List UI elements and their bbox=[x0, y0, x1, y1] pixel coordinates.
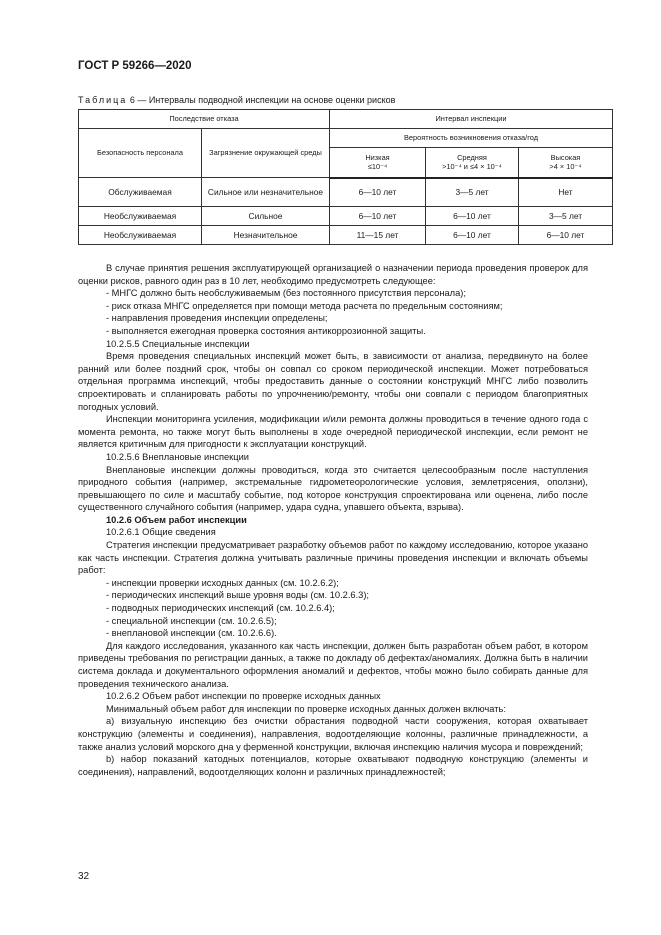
table-cell: 6—10 лет bbox=[519, 226, 613, 245]
table-caption-text: 6 — Интервалы подводной инспекции на основе оценки рисков bbox=[129, 95, 396, 105]
paragraph: В случае принятия решения эксплуатирующей организацией о назначении периода проведения проверок для оценки рисков, равного один раз в 10 лет, необходимо предусмотреть следующее: bbox=[78, 263, 588, 286]
list-item: - направления проведения инспекции определены; bbox=[106, 313, 328, 324]
header-medium bbox=[426, 148, 519, 178]
list-item: - риск отказа МНГС определяется при помощи метода расчета по предельным состояниям; bbox=[106, 300, 503, 311]
section-heading: 10.2.6 Объем работ инспекции bbox=[106, 514, 247, 525]
table-cell: Нет bbox=[519, 178, 613, 207]
section-heading: 10.2.5.5 Специальные инспекции bbox=[106, 338, 250, 349]
list-item: - подводных периодических инспекций (см. 10.2.6.4); bbox=[106, 603, 335, 614]
header-medium-range: >10⁻⁴ и ≤4 × 10⁻⁴ bbox=[442, 162, 502, 172]
paragraph: Внеплановые инспекции должны проводиться, когда это считается целесообразным после наступления природного события (например, экстремальные гидрометеорологические условия, землетрясения, оползни), превышающего по силе и масштабу событие, под которое конструкция спроектирована или оценена, либо после существенного случайного события (например, удара судна, упавшего объекта, взрыва). bbox=[78, 464, 588, 513]
header-interval: Интервал инспекции bbox=[330, 110, 613, 129]
table-row bbox=[79, 178, 613, 207]
paragraph: Для каждого исследования, указанного как часть инспекции, должен быть разработан объем работ, в котором приведены требования по регистрации данных, а также по докладу об дефектах/аномалиях. Должна быть в наличии система доклада и документального оформления аномалий и дефектов, чтобы можно было собирать данные для проведения технического анализа. bbox=[78, 640, 588, 689]
table-cell: 6—10 лет bbox=[426, 226, 519, 245]
header-medium-label: Средняя bbox=[457, 153, 487, 162]
table-row bbox=[79, 207, 613, 226]
section-heading: 10.2.5.6 Внеплановые инспекции bbox=[106, 451, 249, 462]
table-cell: Обслуживаемая bbox=[79, 178, 202, 207]
table-cell: 6—10 лет bbox=[426, 207, 519, 226]
page-number: 32 bbox=[78, 871, 90, 882]
list-item: - выполняется ежегодная проверка состояния антикоррозионной защиты. bbox=[106, 325, 426, 336]
header-personnel: Безопасность персонала bbox=[79, 129, 202, 178]
table-cell: Незначительное bbox=[202, 226, 330, 245]
header-consequence: Последствие отказа bbox=[79, 110, 330, 129]
table-cell: 3—5 лет bbox=[519, 207, 613, 226]
table-cell: Сильное или незначительное bbox=[202, 178, 330, 207]
paragraph: Инспекции мониторинга усиления, модификации и/или ремонта должны проводиться в течение одного года с момента ремонта, но также могут быть выполнены в ходе очередной периодической инспекции, если ремонт не является критичным для пригодности к эксплуатации конструкций. bbox=[78, 414, 588, 450]
list-item: - инспекции проверки исходных данных (см. 10.2.6.2); bbox=[106, 577, 339, 588]
table-cell: Необслуживаемая bbox=[79, 207, 202, 226]
header-high-label: Высокая bbox=[550, 153, 581, 162]
header-low bbox=[330, 148, 426, 178]
paragraph: Время проведения специальных инспекций может быть, в зависимости от анализа, передвинуто на более ранний или более поздний срок, чтобы он совпал со сроком периодической инспекции. Может потребоваться отдельная программа инспекций, чтобы предоставить данные о состоянии конструкций МНГС либо позволить спроектировать и спланировать работы по упрочнению/ремонту, чтобы они совпали с периодом благоприятных погодных условий. bbox=[78, 351, 588, 412]
table-cell: 11—15 лет bbox=[330, 226, 426, 245]
header-high-range: >4 × 10⁻⁴ bbox=[549, 162, 582, 172]
table-caption-prefix: Таблица bbox=[78, 95, 128, 105]
header-low-range: ≤10⁻⁴ bbox=[367, 162, 388, 172]
risk-interval-table bbox=[78, 109, 613, 245]
header-low-label: Низкая bbox=[365, 153, 390, 162]
table-cell: 6—10 лет bbox=[330, 178, 426, 207]
section-heading: 10.2.6.1 Общие сведения bbox=[106, 527, 216, 538]
paragraph: b) набор показаний катодных потенциалов, которые охватывают подводную конструкцию (элементы и соединения), направлений, водоотделяющих колонн и различных принадлежностей; bbox=[78, 754, 588, 777]
section-heading: 10.2.6.2 Объем работ инспекции по проверке исходных данных bbox=[106, 691, 381, 702]
paragraph: а) визуальную инспекцию без очистки обрастания подводной части сооружения, которая охватывает конструкцию (элементы и соединения), направления, водоотделяющие колонны, различные принадлежности, а также анализ условий морского дна у ферменной конструкции, включая инспекцию наличия мусора и повреждений; bbox=[78, 716, 588, 752]
table-cell: 6—10 лет bbox=[330, 207, 426, 226]
header-probability: Вероятность возникновения отказа/год bbox=[330, 129, 613, 148]
paragraph: Минимальный объем работ для инспекции по проверке исходных данных должен включать: bbox=[106, 703, 506, 714]
table-cell: Необслуживаемая bbox=[79, 226, 202, 245]
list-item: - специальной инспекции (см. 10.2.6.5); bbox=[106, 615, 277, 626]
table-cell: 3—5 лет bbox=[426, 178, 519, 207]
table-caption bbox=[78, 95, 395, 105]
table-cell: Сильное bbox=[202, 207, 330, 226]
document-code: ГОСТ Р 59266—2020 bbox=[78, 60, 192, 72]
paragraph: Стратегия инспекции предусматривает разработку объемов работ по каждому исследованию, которое указано как часть инспекции. Стратегия должна учитывать различные причины проведения инспекции и включать объемы работ: bbox=[78, 540, 588, 576]
list-item: - внеплановой инспекции (см. 10.2.6.6). bbox=[106, 628, 277, 639]
table-row bbox=[79, 226, 613, 245]
list-item: - МНГС должно быть необслуживаемым (без постоянного присутствия персонала); bbox=[106, 288, 466, 299]
body-text bbox=[78, 262, 588, 778]
header-environment: Загрязнение окружающей среды bbox=[202, 129, 330, 178]
list-item: - периодических инспекций выше уровня воды (см. 10.2.6.3); bbox=[106, 590, 370, 601]
header-high bbox=[519, 148, 613, 178]
